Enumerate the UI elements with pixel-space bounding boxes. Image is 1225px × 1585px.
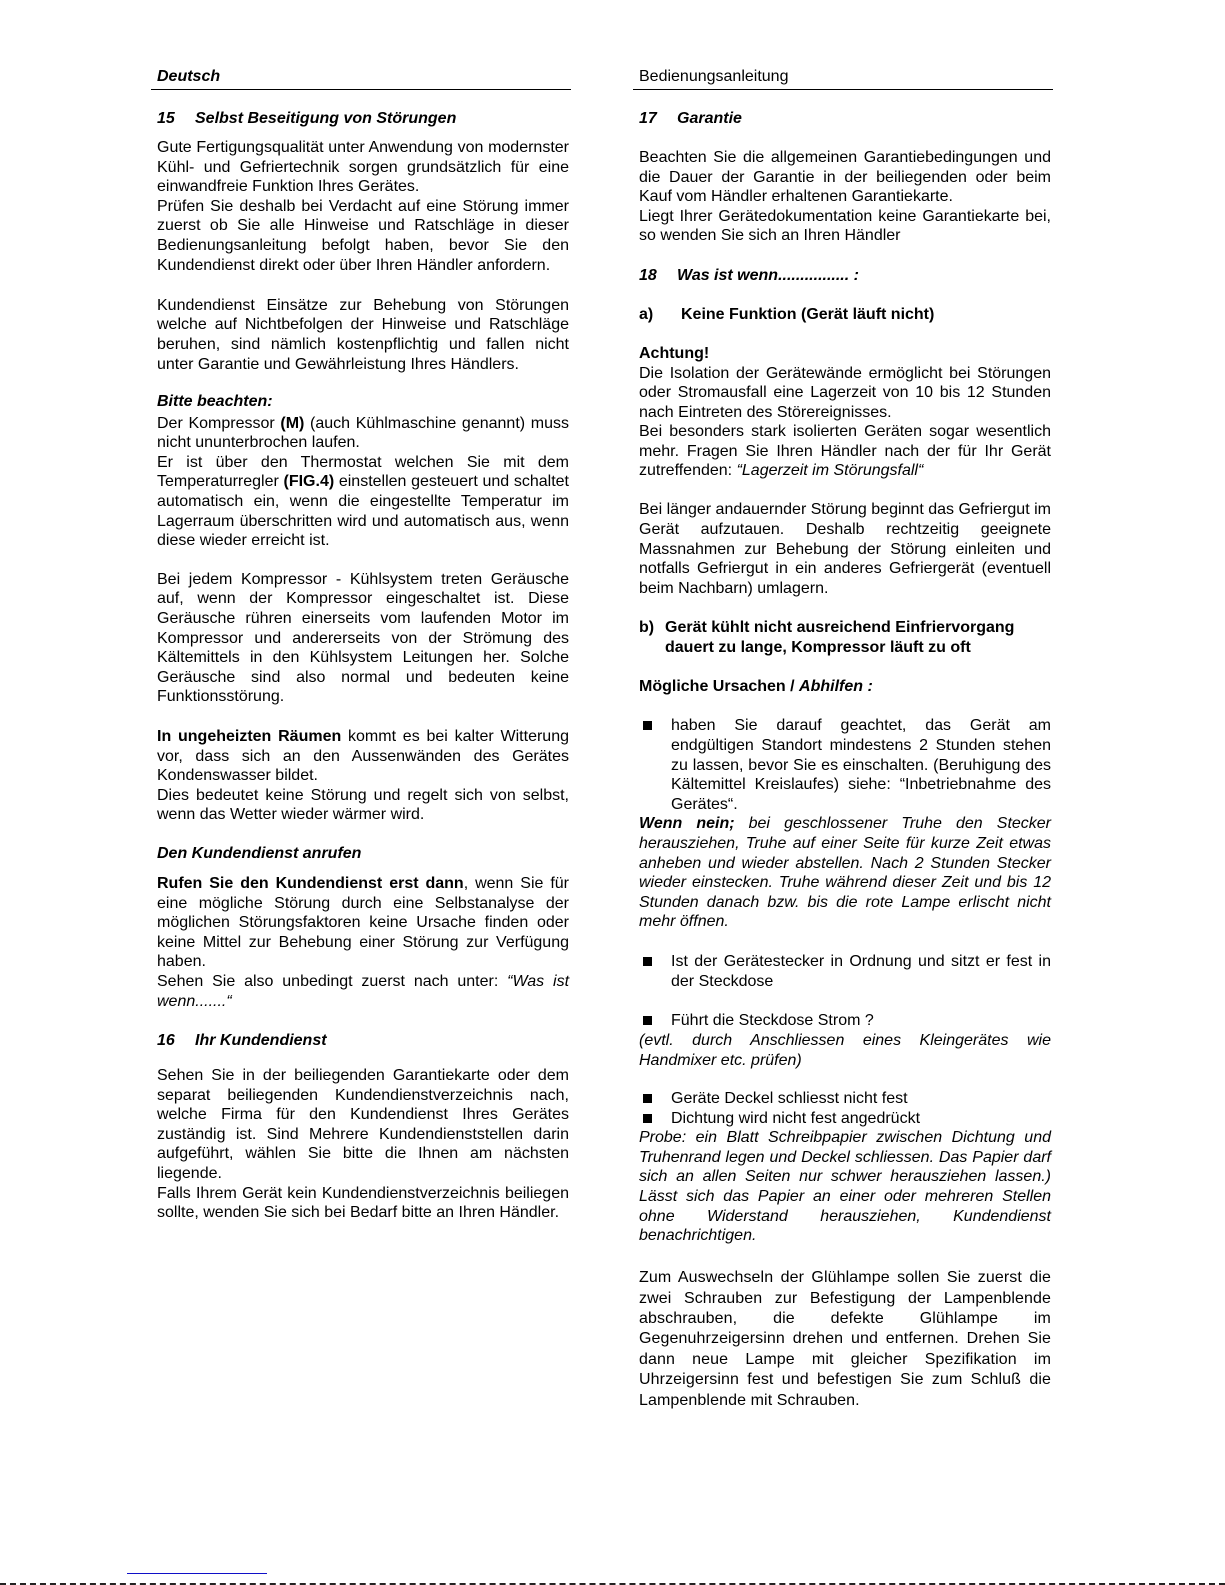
paragraph: Probe: ein Blatt Schreibpapier zwischen Dichtung und Truhenrand legen und Deckel schliessen. Das Papier darf sich an allen Seiten nur schwer herausziehen lassen.) Lässt sich das Papier an einer oder mehreren Stellen ohne Widerstand herausziehen, Kundendienst benachrichtigen. [639, 1129, 1051, 1245]
paragraph: Zum Auswechseln der Glühlampe sollen Sie zuerst die zwei Schrauben zur Befestigung der Lampenblende abschrauben, die defekte Glühlampe im Gegenuhrzeigersinn drehen und entfernen. Drehen Sie dann neue Lampe mit gleicher Spezifikation im Uhrzeigersinn fest und befestigen Sie zum Schluß die Lampenblende mit Schrauben. [639, 1269, 1051, 1409]
list-item [639, 1109, 1051, 1129]
subheading-call-service: Den Kundendienst anrufen [157, 844, 362, 862]
subsection-title: Keine Funktion (Gerät läuft nicht) [681, 305, 935, 323]
bullet-icon [643, 1114, 652, 1123]
paragraph-text: Die Isolation der Gerätewände ermöglicht bei Störungen oder Stromausfall eine Lagerzeit von 10 bis 12 Stunden nach Eintreten des Störereignisses. [639, 364, 1051, 421]
text: Bei besonders stark isolierten Geräten sogar wesentlich mehr. Fragen Sie Ihren Händler nach der für Ihr Gerät zutreffenden: [639, 423, 1051, 480]
text: In ungeheizten Räumen [157, 728, 342, 745]
subsection-title: Gerät kühlt nicht ausreichend Einfriervorgang dauert zu lange, Kompressor läuft zu oft [665, 619, 1015, 657]
bullet-icon [643, 721, 652, 730]
subsection-label: a) [639, 305, 654, 323]
right-column [639, 109, 1051, 1411]
list-item [639, 716, 1051, 814]
paragraph-text: Prüfen Sie deshalb bei Verdacht auf eine Störung immer zuerst ob Sie alle Hinweise und Ratschläge in dieser Bedienungsanleitung befolgt haben, bevor Sie den Kundendienst direkt oder über Ihren Händler anfordern. [157, 197, 569, 274]
section-15-heading [157, 109, 569, 129]
paragraph [157, 138, 569, 275]
paragraph-text [157, 414, 569, 453]
section-title: Selbst Beseitigung von Störungen [195, 110, 457, 127]
paragraph-text: Falls Ihrem Gerät kein Kundendienstverzeichnis beiliegen sollte, wenden Sie sich bei Bedarf bitte an Ihren Händler. [157, 1184, 569, 1222]
paragraph [157, 1066, 569, 1223]
note-heading: Bitte beachten: [157, 392, 273, 410]
section-17-heading [639, 109, 1051, 129]
subsection-label: b) [639, 619, 655, 637]
section-number: 17 [639, 110, 657, 127]
paragraph-text [639, 422, 1051, 481]
text: Abhilfen : [799, 678, 873, 696]
left-column [157, 109, 569, 1223]
text: (M) [280, 414, 305, 432]
header-title: Bedienungsanleitung [639, 68, 789, 85]
text: , wenn Sie für eine mögliche Störung durch eine Selbstanalyse der möglichen Störungsfaktoren keine Ursache finden oder keine Mittel zur Behebung einer Störung zur Verfügung haben. [157, 874, 570, 971]
text: Wenn nein; [639, 815, 735, 833]
paragraph [157, 727, 569, 825]
list-item [639, 1011, 1051, 1031]
section-title: Garantie [677, 110, 742, 127]
list-item-text: Ist der Gerätestecker in Ordnung und sitzt er fest in der Steckdose [671, 953, 1051, 990]
paragraph: (evtl. durch Anschliessen eines Kleingerätes wie Handmixer etc. prüfen) [639, 1031, 1051, 1069]
bullet-icon [643, 1094, 652, 1103]
paragraph [157, 874, 569, 1011]
list-item-text: Geräte Deckel schliesst nicht fest [671, 1090, 908, 1108]
footer-link-underline [127, 1573, 267, 1574]
paragraph [639, 364, 1051, 482]
text: bei geschlossener Truhe den Stecker herausziehen, Truhe auf einer Seite für kurze Zeit etwas anheben und wieder abstellen. Nach 2 Stunden Stecker wieder einstecken. Truhe während dieser Zeit und bis 12 Stunden danach bzw. bis die rote Lampe erlischt nicht mehr öffnen. [639, 815, 1052, 931]
paragraph-text: Dies bedeutet keine Störung und regelt sich von selbst, wenn das Wetter wieder wärmer wird. [157, 786, 569, 824]
section-title: Was ist wenn................ : [677, 266, 859, 284]
text: einstellen gesteuert und schaltet automatisch ein, wenn die eingestellte Temperatur im Lagerraum überschritten wird und automatisch aus, wenn diese wieder erreicht ist. [157, 473, 569, 550]
section-16-heading [157, 1031, 569, 1051]
bullet-icon [643, 1016, 652, 1025]
header-language: Deutsch [157, 68, 221, 85]
text: kommt es bei kalter Witterung vor, dass sich an den Aussenwänden des Gerätes Kondenswasser bildet. [157, 728, 569, 785]
paragraph-text [157, 874, 569, 972]
text: Er ist über den Thermostat welchen Sie mit dem Temperaturregler [157, 453, 569, 491]
paragraph-text: Sehen Sie in der beiliegenden Garantiekarte oder dem separat beiliegenden Kundendienstverzeichnis nach, welche Firma für den Kundendienst Ihres Gerätes zuständig ist. Sind Mehrere Kundendienststellen darin aufgeführt, wählen Sie bitte die Ihnen am nächsten liegende. [157, 1067, 569, 1183]
paragraph-text [157, 727, 569, 786]
list-item-text: Dichtung wird nicht fest angedrückt [671, 1109, 921, 1127]
subsection-a-heading [639, 305, 1051, 325]
section-number: 15 [157, 110, 175, 127]
paragraph-text: Beachten Sie die allgemeinen Garantiebedingungen und die Dauer der Garantie in der beiliegenden oder beim Kauf vom Händler erhaltenen Garantiekarte. [639, 148, 1051, 206]
subsection-b-heading [639, 618, 1051, 657]
paragraph: Kundendienst Einsätze zur Behebung von Störungen welche auf Nichtbefolgen der Hinweise und Ratschläge beruhen, sind nämlich kostenpflichtig und fallen nicht unter Garantie und Gewährleistung Ihres Händlers. [157, 296, 569, 373]
list-item-text: haben Sie darauf geachtet, das Gerät am endgültigen Standort mindestens 2 Stunden stehen zu lassen, bevor Sie es einschalten. (Beruhigung des Kältemittel Kreislaufes) siehe: “Inbetriebnahme des Gerätes“. [671, 717, 1051, 813]
paragraph [639, 148, 1051, 246]
list-item-text: Führt die Steckdose Strom ? [671, 1012, 874, 1030]
section-number: 16 [157, 1032, 175, 1050]
text: Rufen Sie den Kundendienst erst dann [157, 874, 464, 892]
list-item [639, 1089, 1051, 1109]
paragraph-text: Liegt Ihrer Gerätedokumentation keine Garantiekarte bei, so wenden Sie sich an Ihren Händler [639, 207, 1051, 245]
text: (FIG.4) [283, 473, 335, 491]
warning-heading: Achtung! [639, 344, 710, 362]
header-rule-right [633, 89, 1053, 90]
section-title: Ihr Kundendienst [195, 1032, 327, 1050]
paragraph [157, 414, 569, 551]
paragraph-text [157, 453, 569, 551]
section-number: 18 [639, 266, 657, 284]
text: “Was ist wenn.......“ [157, 972, 570, 1010]
paragraph-text: Gute Fertigungsqualität unter Anwendung von modernster Kühl- und Gefriertechnik sorgen grundsätzlich für eine einwandfreie Funktion Ihres Gerätes. [157, 138, 569, 196]
list-item [639, 952, 1051, 991]
bullet-icon [643, 957, 652, 966]
causes-heading [639, 677, 1051, 697]
header-rule-left [151, 89, 571, 90]
text: “Lagerzeit im Störungsfall“ [736, 462, 924, 480]
text: (auch Kühlmaschine genannt) muss nicht ununterbrochen laufen. [157, 414, 569, 452]
paragraph: Bei länger andauernder Störung beginnt das Gefriergut im Gerät aufzutauen. Deshalb rechtzeitig geeignete Massnahmen zur Behebung der Störung einleiten und notfalls Gefriergut in ein anderes Gefriergerät (eventuell beim Nachbarn) umlagern. [639, 501, 1051, 597]
text: Der Kompressor [157, 414, 281, 432]
text: Mögliche Ursachen / [639, 678, 800, 696]
paragraph-text [157, 972, 569, 1011]
paragraph: Bei jedem Kompressor - Kühlsystem treten Geräusche auf, wenn der Kompressor eingeschaltet ist. Diese Geräusche rühren einerseits vom laufenden Motor im Kompressor und andererseits von der Strömung des Kältemittels in den Kühlsystem Leitungen her. Solche Geräusche sind also normal und bedeuten keine Funktionsstörung. [157, 570, 569, 706]
paragraph [639, 814, 1051, 932]
section-18-heading [639, 266, 1051, 286]
text: Sehen Sie also unbedingt zuerst nach unter: [157, 972, 508, 990]
